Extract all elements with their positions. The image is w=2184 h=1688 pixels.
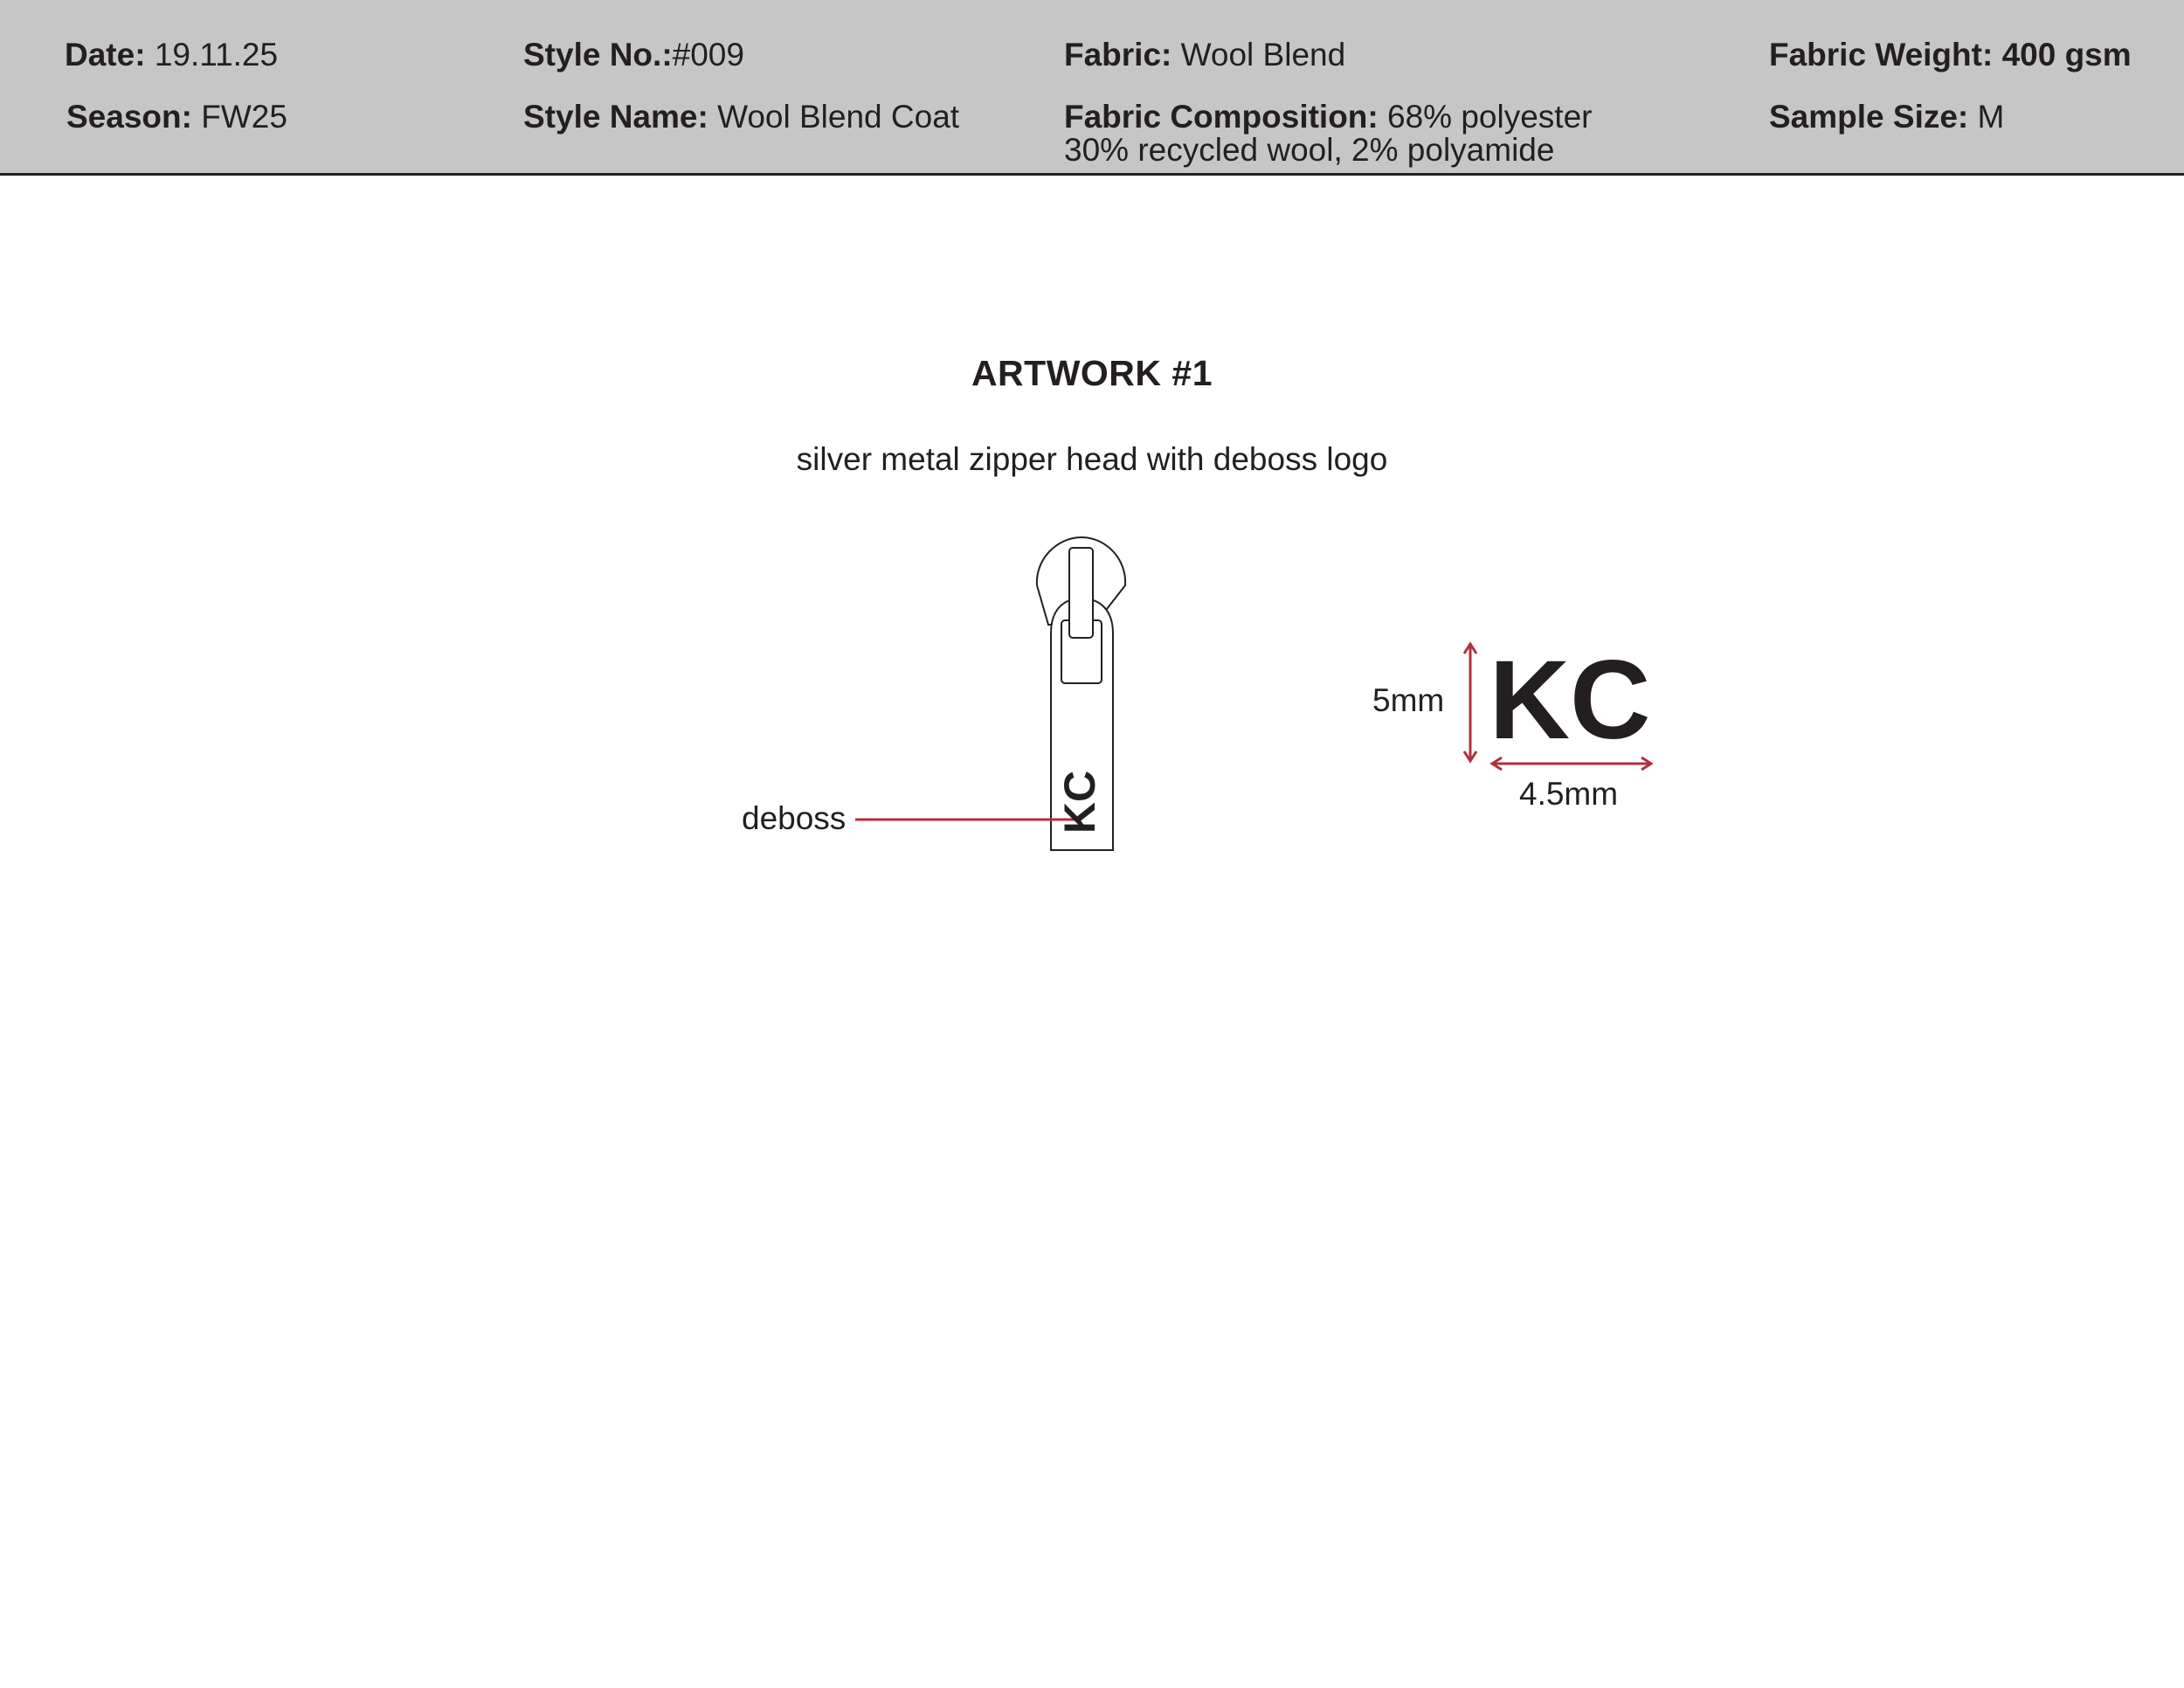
- date-key: Date:: [65, 37, 146, 73]
- season-key: Season:: [66, 99, 192, 135]
- fabric-composition-key: Fabric Composition:: [1064, 99, 1379, 135]
- style-name-key: Style Name:: [523, 99, 708, 135]
- style-name-value: Wool Blend Coat: [717, 99, 960, 135]
- date-value: 19.11.25: [154, 37, 279, 73]
- fabric-composition-value-line2: 30% recycled wool, 2% polyamide: [1064, 132, 1555, 168]
- sample-size-key: Sample Size:: [1769, 99, 1969, 135]
- style-no-value: #009: [672, 37, 744, 73]
- sample-size-value: M: [1977, 99, 2005, 135]
- height-dimension: [1464, 644, 1476, 761]
- deboss-label: deboss: [742, 800, 847, 836]
- style-no-key: Style No.:: [523, 37, 673, 73]
- height-label: 5mm: [1372, 682, 1445, 718]
- zipper-slider-bar: [1069, 548, 1093, 638]
- zipper-logo-text: KC: [1055, 770, 1104, 834]
- fabric-weight-key: Fabric Weight:: [1769, 37, 1994, 73]
- season-value: FW25: [201, 99, 287, 135]
- fabric-value: Wool Blend: [1180, 37, 1346, 73]
- artwork-title: ARTWORK #1: [971, 353, 1213, 393]
- fabric-composition-value: 68% polyester: [1387, 99, 1593, 135]
- logo-large-text: KC: [1489, 638, 1651, 763]
- artwork-description: silver metal zipper head with deboss logo: [796, 441, 1388, 477]
- width-label: 4.5mm: [1519, 776, 1619, 812]
- fabric-weight-value: 400 gsm: [2001, 37, 2132, 73]
- fabric-key: Fabric:: [1064, 37, 1172, 73]
